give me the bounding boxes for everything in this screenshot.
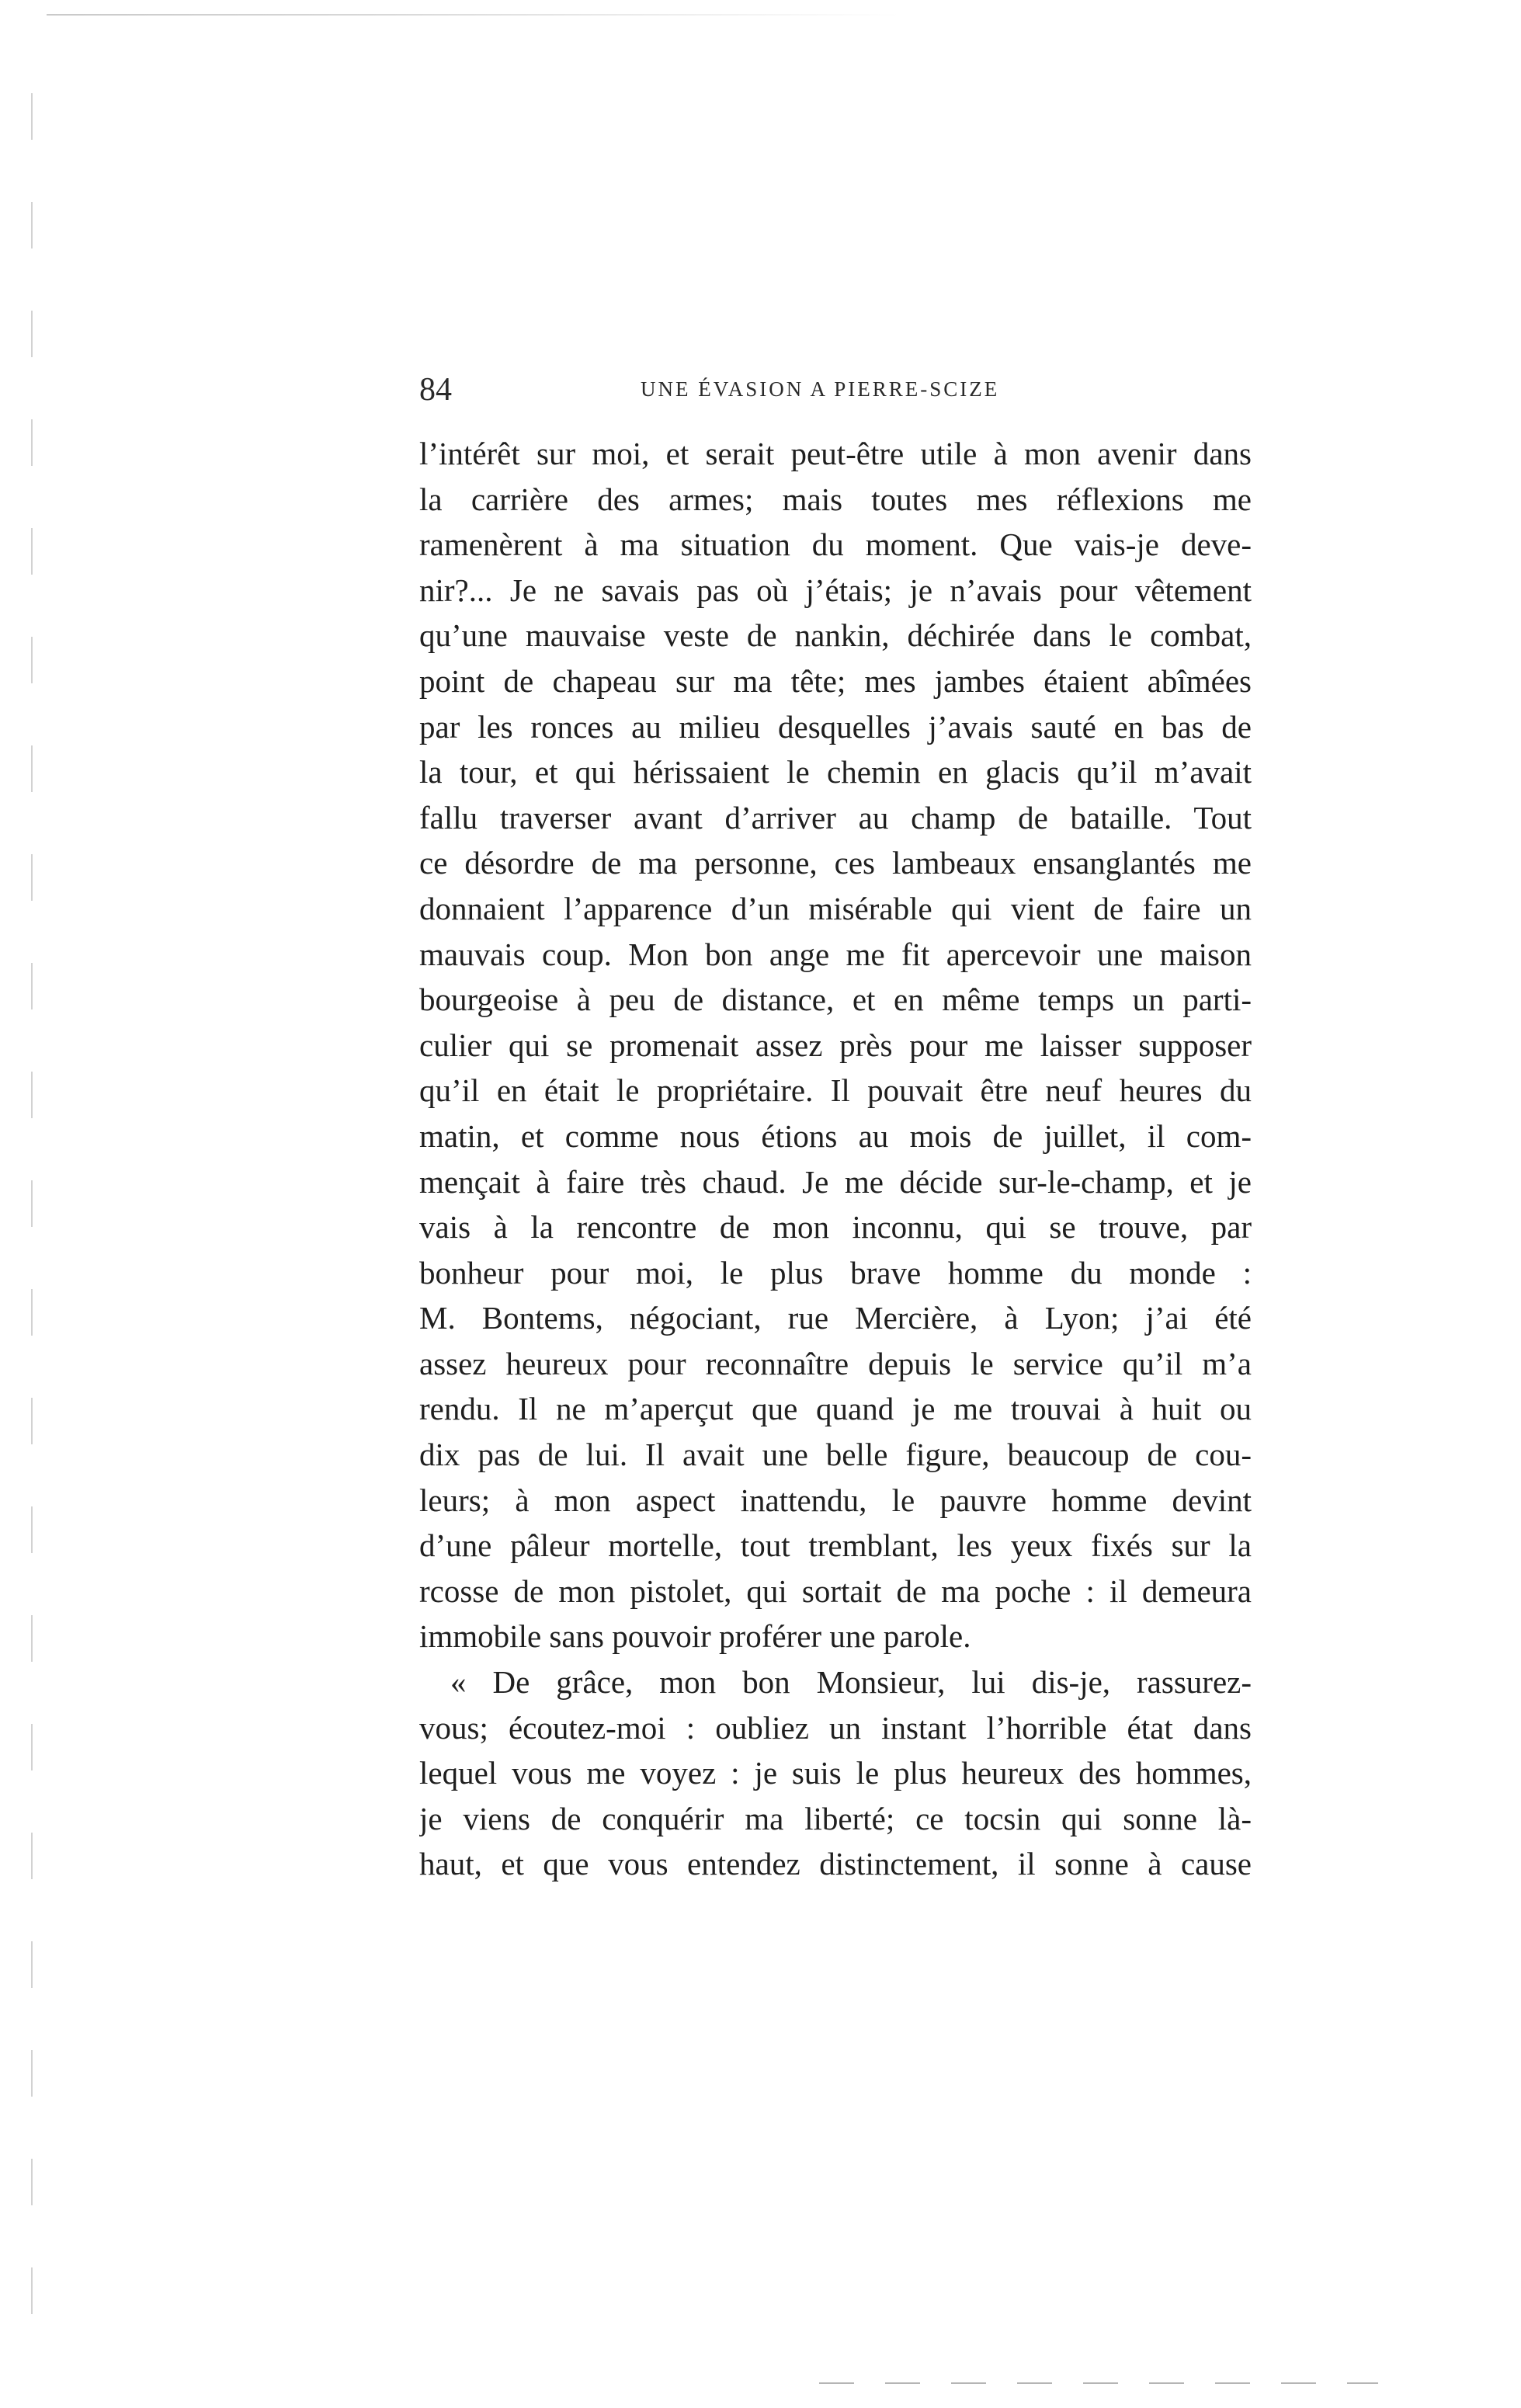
text-line: qu’une mauvaise veste de nankin, déchirée dans le combat, bbox=[419, 617, 1252, 654]
text-line: d’une pâleur mortelle, tout tremblant, les yeux fixés sur la bbox=[419, 1527, 1252, 1564]
text-line: point de chapeau sur ma tête; mes jambes étaient abîmées bbox=[419, 662, 1252, 699]
scan-edge-top bbox=[47, 14, 901, 16]
text-line: par les ronces au milieu desquelles j’avais sauté en bas de bbox=[419, 708, 1252, 745]
text-line: rcosse de mon pistolet, qui sortait de ma poche : il demeura bbox=[419, 1572, 1252, 1609]
paragraph-start-line: « De grâce, mon bon Monsieur, lui dis-je, rassurez- bbox=[450, 1664, 1252, 1701]
text-line: M. Bontems, négociant, rue Mercière, à Lyon; j’ai été bbox=[419, 1300, 1252, 1336]
text-line: qu’il en était le propriétaire. Il pouvait être neuf heures du bbox=[419, 1072, 1252, 1109]
scan-edge-bottom bbox=[819, 2382, 1378, 2384]
running-title: UNE ÉVASION A PIERRE-SCIZE bbox=[641, 377, 1000, 401]
text-line: ramenèrent à ma situation du moment. Que vais-je deve- bbox=[419, 526, 1252, 563]
text-line: leurs; à mon aspect inattendu, le pauvre homme devint bbox=[419, 1482, 1252, 1518]
text-line: l’intérêt sur moi, et serait peut-être utile à mon avenir dans bbox=[419, 436, 1252, 471]
paragraph-end-line: immobile sans pouvoir proférer une parole. bbox=[419, 1618, 971, 1655]
scan-edge-left bbox=[31, 93, 33, 2345]
text-line: fallu traverser avant d’arriver au champ de bataille. Tout bbox=[419, 799, 1252, 836]
text-line: matin, et comme nous étions au mois de juillet, il com- bbox=[419, 1117, 1252, 1154]
text-line: lequel vous me voyez : je suis le plus heureux des hommes, bbox=[419, 1755, 1252, 1791]
text-line: assez heureux pour reconnaître depuis le service qu’il m’a bbox=[419, 1345, 1252, 1381]
text-line: vais à la rencontre de mon inconnu, qui se trouve, par bbox=[419, 1209, 1252, 1246]
text-line: culier qui se promenait assez près pour me laisser supposer bbox=[419, 1027, 1252, 1063]
text-line: vous; écoutez-moi : oubliez un instant l’horrible état dans bbox=[419, 1709, 1252, 1746]
text-line: ce désordre de ma personne, ces lambeaux ensanglantés me bbox=[419, 845, 1252, 881]
text-line: donnaient l’apparence d’un misérable qui vient de faire un bbox=[419, 890, 1252, 926]
running-head bbox=[419, 371, 1273, 418]
text-line: la tour, et qui hérissaient le chemin en glacis qu’il m’avait bbox=[419, 754, 1252, 791]
text-line: rendu. Il ne m’aperçut que quand je me trouvai à huit ou bbox=[419, 1391, 1252, 1427]
body-text bbox=[419, 431, 1252, 1887]
text-line: la carrière des armes; mais toutes mes réflexions me bbox=[419, 481, 1252, 517]
text-line: bourgeoise à peu de distance, et en même temps un parti- bbox=[419, 982, 1252, 1018]
text-line: nir?... Je ne savais pas où j’étais; je n’avais pour vêtement bbox=[419, 572, 1252, 608]
text-line: haut, et que vous entendez distinctement, il sonne à cause bbox=[419, 1846, 1252, 1882]
text-line: mauvais coup. Mon bon ange me fit apercevoir une maison bbox=[419, 936, 1252, 972]
text-line: bonheur pour moi, le plus brave homme du monde : bbox=[419, 1254, 1252, 1291]
text-line: mençait à faire très chaud. Je me décide sur-le-champ, et je bbox=[419, 1163, 1252, 1200]
text-line: je viens de conquérir ma liberté; ce tocsin qui sonne là- bbox=[419, 1800, 1252, 1836]
page-number: 84 bbox=[419, 372, 452, 408]
text-line: dix pas de lui. Il avait une belle figure, beaucoup de cou- bbox=[419, 1437, 1252, 1473]
